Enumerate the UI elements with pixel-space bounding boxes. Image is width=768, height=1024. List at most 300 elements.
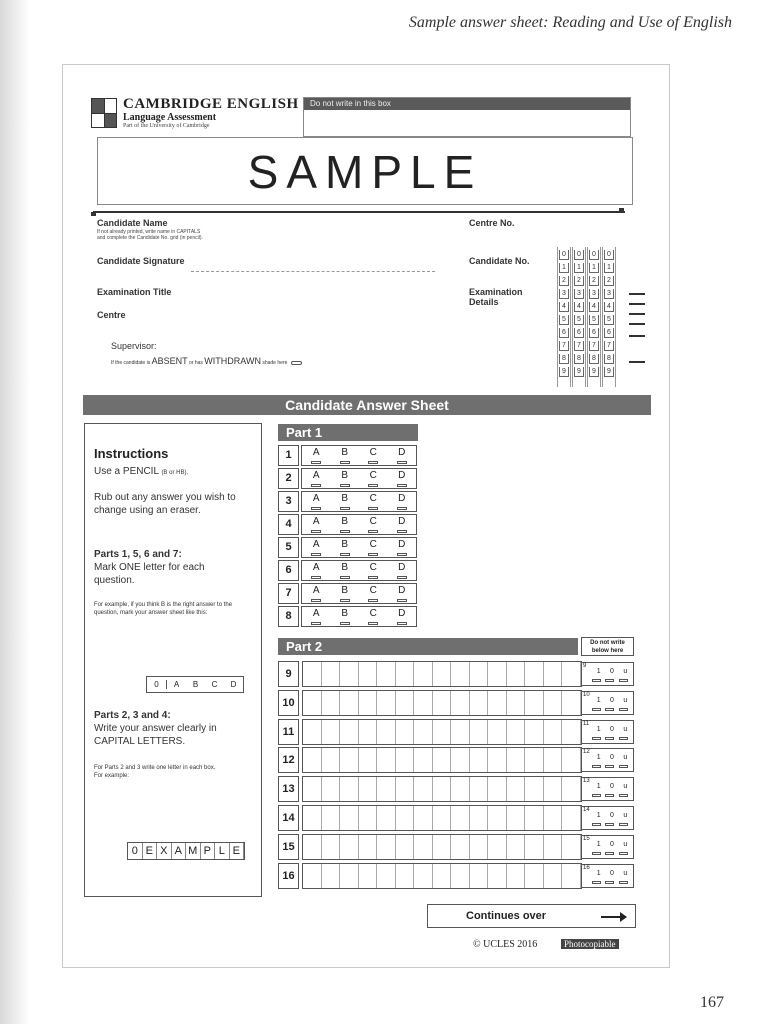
answer-option-d[interactable]: D <box>388 469 417 488</box>
letter-box[interactable] <box>340 777 359 801</box>
mark-oval <box>619 852 628 855</box>
answer-option-oval[interactable] <box>397 461 407 464</box>
letter-box[interactable] <box>414 720 433 744</box>
letter-box[interactable] <box>451 691 470 715</box>
mark-value: u <box>623 783 628 791</box>
letter-box[interactable] <box>396 864 415 888</box>
candidate-digit-cell[interactable]: 0 <box>574 250 584 260</box>
letter-box[interactable] <box>377 777 396 801</box>
letter-box[interactable] <box>359 777 378 801</box>
letter-box[interactable] <box>562 864 581 888</box>
answer-option-b[interactable]: B <box>331 469 360 488</box>
answer-option-c[interactable]: C <box>359 584 388 603</box>
letter-box[interactable] <box>488 691 507 715</box>
letter-box[interactable] <box>507 748 526 772</box>
answer-option-b[interactable]: B <box>331 515 360 534</box>
candidate-digit-cell[interactable]: 5 <box>559 315 569 325</box>
answer-option-oval[interactable] <box>397 599 407 602</box>
letter-box[interactable] <box>544 720 563 744</box>
mark-oval <box>605 737 614 740</box>
answer-options <box>301 537 417 558</box>
letter-box[interactable] <box>562 835 581 859</box>
answer-option-oval[interactable] <box>340 530 350 533</box>
letter-box[interactable] <box>525 806 544 830</box>
letter-box[interactable] <box>525 720 544 744</box>
example-letter-box: A <box>172 843 187 859</box>
mark-oval <box>605 823 614 826</box>
letter-box[interactable] <box>507 835 526 859</box>
candidate-digit-cell[interactable]: 9 <box>604 367 614 377</box>
letter-box[interactable] <box>377 720 396 744</box>
answer-option-c[interactable]: C <box>359 561 388 580</box>
signature-line[interactable] <box>191 271 435 272</box>
example-letter-box: E <box>143 843 158 859</box>
mark-oval <box>605 852 614 855</box>
letter-box[interactable] <box>322 806 341 830</box>
rub-out-text: Rub out any answer you wish to change using an eraser. <box>94 492 236 516</box>
letter-box[interactable] <box>322 835 341 859</box>
letter-box[interactable] <box>525 662 544 686</box>
letter-box[interactable] <box>303 691 322 715</box>
letter-box[interactable] <box>433 835 452 859</box>
answer-option-oval[interactable] <box>368 576 378 579</box>
mark-value: 1 <box>596 840 601 848</box>
letter-box[interactable] <box>377 748 396 772</box>
letter-box[interactable] <box>544 835 563 859</box>
answer-option-oval[interactable] <box>340 576 350 579</box>
mark-ovals <box>590 679 630 682</box>
mark-oval <box>605 708 614 711</box>
answer-option-oval[interactable] <box>368 530 378 533</box>
mark-value: 0 <box>610 696 614 704</box>
answer-option-a[interactable]: A <box>302 515 331 534</box>
candidate-digit-cell[interactable]: 1 <box>559 263 569 273</box>
letter-box[interactable] <box>525 864 544 888</box>
letter-box[interactable] <box>396 748 415 772</box>
letter-box[interactable] <box>303 835 322 859</box>
candidate-digit-cell[interactable]: 9 <box>559 367 569 377</box>
answer-sheet <box>62 64 670 968</box>
answer-option-a[interactable]: A <box>302 538 331 557</box>
absent-instruction <box>111 356 302 366</box>
example-letter-box: L <box>215 843 230 859</box>
letter-box[interactable] <box>470 748 489 772</box>
letter-box[interactable] <box>414 864 433 888</box>
mark-ovals <box>590 823 630 826</box>
letter-box[interactable] <box>340 720 359 744</box>
registration-mark <box>619 208 624 212</box>
answer-option-b[interactable]: B <box>331 492 360 511</box>
letter-box[interactable] <box>396 806 415 830</box>
letter-box[interactable] <box>377 662 396 686</box>
answer-option-a[interactable]: A <box>302 469 331 488</box>
letter-box[interactable] <box>507 777 526 801</box>
letter-box[interactable] <box>396 835 415 859</box>
answer-option-d[interactable]: D <box>388 538 417 557</box>
letter-box[interactable] <box>470 835 489 859</box>
letter-box[interactable] <box>377 864 396 888</box>
candidate-digit-cell[interactable]: 8 <box>559 354 569 364</box>
letter-box[interactable] <box>359 748 378 772</box>
letter-box[interactable] <box>544 777 563 801</box>
answer-option-oval[interactable] <box>311 553 321 556</box>
answer-option-oval[interactable] <box>368 599 378 602</box>
letter-box[interactable] <box>322 691 341 715</box>
letter-box[interactable] <box>303 777 322 801</box>
answer-option-d[interactable]: D <box>388 607 417 626</box>
letter-box[interactable] <box>507 720 526 744</box>
letter-box[interactable] <box>451 720 470 744</box>
parts-234-heading: Parts 2, 3 and 4: <box>94 710 171 721</box>
letter-box[interactable] <box>544 691 563 715</box>
examiner-mark-box <box>581 835 634 859</box>
letter-box[interactable] <box>544 662 563 686</box>
answer-option-oval[interactable] <box>368 622 378 625</box>
mark-question-number: 9 <box>583 663 587 669</box>
answer-option-a[interactable]: A <box>302 492 331 511</box>
answer-option-oval[interactable] <box>368 461 378 464</box>
exam-details-mark <box>629 335 645 337</box>
letter-box[interactable] <box>414 662 433 686</box>
answer-option-c[interactable]: C <box>359 515 388 534</box>
mark-value: u <box>623 840 628 848</box>
letter-box[interactable] <box>451 864 470 888</box>
candidate-digit-cell[interactable]: 1 <box>604 263 614 273</box>
candidate-digit-cell[interactable]: 2 <box>574 276 584 286</box>
letter-box[interactable] <box>562 748 581 772</box>
candidate-digit-cell[interactable]: 6 <box>604 328 614 338</box>
answer-option-oval[interactable] <box>397 622 407 625</box>
letter-box[interactable] <box>303 748 322 772</box>
answer-option-oval[interactable] <box>340 461 350 464</box>
candidate-name-label: Candidate Name <box>97 218 168 228</box>
candidate-digit-cell[interactable]: 7 <box>574 341 584 351</box>
letter-box[interactable] <box>562 691 581 715</box>
answer-options <box>301 514 417 535</box>
letter-box[interactable] <box>451 835 470 859</box>
part1-question-row <box>278 445 417 466</box>
letter-box[interactable] <box>525 748 544 772</box>
candidate-digit-cell[interactable]: 3 <box>589 289 599 299</box>
candidate-digit-cell[interactable]: 7 <box>589 341 599 351</box>
divider-rule <box>93 211 625 213</box>
answer-option-b[interactable]: B <box>331 607 360 626</box>
letter-box[interactable] <box>322 748 341 772</box>
part1-question-row <box>278 606 417 627</box>
letter-box[interactable] <box>562 777 581 801</box>
answer-option-c[interactable]: C <box>359 446 388 465</box>
answer-option-d[interactable]: D <box>388 492 417 511</box>
question-number: 2 <box>278 468 299 489</box>
answer-option-b[interactable]: B <box>331 561 360 580</box>
letter-box[interactable] <box>377 691 396 715</box>
examiner-mark-box <box>581 662 634 686</box>
letter-box[interactable] <box>340 864 359 888</box>
answer-option-c[interactable]: C <box>359 538 388 557</box>
letter-box[interactable] <box>470 720 489 744</box>
examiner-mark-box <box>581 806 634 830</box>
question-number: 13 <box>278 776 299 802</box>
letter-box[interactable] <box>507 691 526 715</box>
answer-option-b[interactable]: B <box>331 538 360 557</box>
answer-option-c[interactable]: C <box>359 607 388 626</box>
mark-oval <box>605 881 614 884</box>
letter-box[interactable] <box>488 748 507 772</box>
candidate-digit-cell[interactable]: 1 <box>589 263 599 273</box>
answer-option-oval[interactable] <box>311 530 321 533</box>
part2-question-row <box>278 690 582 716</box>
answer-option-oval[interactable] <box>397 576 407 579</box>
candidate-digit-cell[interactable]: 1 <box>574 263 584 273</box>
letter-box[interactable] <box>525 777 544 801</box>
question-number: 14 <box>278 805 299 831</box>
letter-box[interactable] <box>359 720 378 744</box>
candidate-digit-cell[interactable]: 5 <box>604 315 614 325</box>
candidate-digit-cell[interactable]: 2 <box>589 276 599 286</box>
candidate-digit-cell[interactable]: 3 <box>604 289 614 299</box>
letter-box[interactable] <box>322 720 341 744</box>
letter-box[interactable] <box>322 777 341 801</box>
letter-box[interactable] <box>322 662 341 686</box>
mark-oval <box>619 794 628 797</box>
part2-question-row <box>278 661 582 687</box>
question-number: 6 <box>278 560 299 581</box>
candidate-digit-cell[interactable]: 0 <box>604 250 614 260</box>
answer-option-a[interactable]: A <box>302 607 331 626</box>
letter-box[interactable] <box>544 806 563 830</box>
letter-box[interactable] <box>359 806 378 830</box>
write-clearly-text: Write your answer clearly in CAPITAL LETTERS. <box>94 723 217 747</box>
mark-question-number: 15 <box>583 835 590 842</box>
answer-option-a[interactable]: A <box>302 584 331 603</box>
question-number: 1 <box>278 445 299 466</box>
candidate-digit-cell[interactable]: 8 <box>604 354 614 364</box>
answer-option-oval[interactable] <box>311 461 321 464</box>
candidate-digit-cell[interactable]: 5 <box>589 315 599 325</box>
answer-options <box>301 606 417 627</box>
candidate-digit-cell[interactable]: 7 <box>559 341 569 351</box>
candidate-digit-cell[interactable]: 4 <box>574 302 584 312</box>
answer-option-d[interactable]: D <box>388 561 417 580</box>
part2-question-row <box>278 805 582 831</box>
letter-box[interactable] <box>470 777 489 801</box>
candidate-digit-cell[interactable]: 4 <box>559 302 569 312</box>
letter-box[interactable] <box>303 806 322 830</box>
letter-box[interactable] <box>562 806 581 830</box>
candidate-digit-cell[interactable]: 5 <box>574 315 584 325</box>
answer-option-b[interactable]: B <box>331 584 360 603</box>
letter-box[interactable] <box>303 864 322 888</box>
letter-box[interactable] <box>525 691 544 715</box>
letter-box[interactable] <box>396 662 415 686</box>
candidate-digit-cell[interactable]: 9 <box>574 367 584 377</box>
candidate-digit-cell[interactable]: 2 <box>604 276 614 286</box>
letter-box[interactable] <box>414 806 433 830</box>
letter-box[interactable] <box>359 662 378 686</box>
letter-box[interactable] <box>470 691 489 715</box>
letter-box[interactable] <box>359 864 378 888</box>
answer-option-b[interactable]: B <box>331 446 360 465</box>
part2-question-row <box>278 863 582 889</box>
answer-option-oval[interactable] <box>311 507 321 510</box>
answer-option-oval[interactable] <box>311 576 321 579</box>
letter-box[interactable] <box>340 806 359 830</box>
letter-box[interactable] <box>507 806 526 830</box>
absent-shade-oval[interactable] <box>291 361 302 365</box>
candidate-digit-cell[interactable]: 6 <box>559 328 569 338</box>
mark-question-number: 14 <box>583 807 590 813</box>
letter-box[interactable] <box>303 662 322 686</box>
centre-label: Centre <box>97 310 126 320</box>
letter-box[interactable] <box>507 662 526 686</box>
candidate-digit-cell[interactable]: 0 <box>559 250 569 260</box>
part2-question-row <box>278 719 582 745</box>
question-number: 5 <box>278 537 299 558</box>
answer-option-oval[interactable] <box>397 530 407 533</box>
letter-box[interactable] <box>451 662 470 686</box>
letter-box[interactable] <box>507 864 526 888</box>
letter-box[interactable] <box>433 864 452 888</box>
letter-box[interactable] <box>562 662 581 686</box>
instructions-heading: Instructions <box>94 446 169 461</box>
centre-no-label: Centre No. <box>469 218 515 228</box>
candidate-digit-cell[interactable]: 8 <box>589 354 599 364</box>
answer-option-c[interactable]: C <box>359 492 388 511</box>
mark-values <box>592 668 632 675</box>
answer-option-d[interactable]: D <box>388 446 417 465</box>
example-option: A <box>173 680 180 689</box>
letter-box[interactable] <box>470 806 489 830</box>
candidate-digit-cell[interactable]: 3 <box>574 289 584 299</box>
candidate-digit-column <box>572 247 586 387</box>
answer-option-oval[interactable] <box>340 553 350 556</box>
answer-option-oval[interactable] <box>368 507 378 510</box>
letter-box[interactable] <box>340 691 359 715</box>
letter-box[interactable] <box>544 864 563 888</box>
letter-box[interactable] <box>303 720 322 744</box>
letter-box[interactable] <box>340 662 359 686</box>
mark-value: 0 <box>610 840 614 848</box>
examiner-mark-box <box>581 748 634 772</box>
candidate-digit-cell[interactable]: 8 <box>574 354 584 364</box>
letter-box[interactable] <box>377 835 396 859</box>
letter-box[interactable] <box>396 720 415 744</box>
absent-note-1: If the candidate is <box>111 360 151 366</box>
letter-box[interactable] <box>433 720 452 744</box>
candidate-answer-sheet-title: Candidate Answer Sheet <box>83 395 651 415</box>
exam-details-mark <box>629 361 645 363</box>
letter-box[interactable] <box>414 835 433 859</box>
mark-value: 1 <box>596 725 601 733</box>
registration-mark <box>91 212 96 216</box>
answer-option-oval[interactable] <box>397 553 407 556</box>
letter-box[interactable] <box>488 835 507 859</box>
letter-box[interactable] <box>488 720 507 744</box>
letter-box[interactable] <box>414 777 433 801</box>
answer-option-oval[interactable] <box>311 622 321 625</box>
parts-1567-heading: Parts 1, 5, 6 and 7: <box>94 549 182 560</box>
part2-header: Part 2 <box>278 638 578 655</box>
answer-option-oval[interactable] <box>368 553 378 556</box>
mark-value: u <box>623 725 628 733</box>
mark-ovals <box>590 852 630 855</box>
answer-option-a[interactable]: A <box>302 446 331 465</box>
answer-option-oval[interactable] <box>311 484 321 487</box>
letter-box[interactable] <box>414 748 433 772</box>
answer-option-oval[interactable] <box>397 507 407 510</box>
letter-box[interactable] <box>359 691 378 715</box>
candidate-digit-cell[interactable]: 0 <box>589 250 599 260</box>
answer-option-oval[interactable] <box>340 622 350 625</box>
answer-option-c[interactable]: C <box>359 469 388 488</box>
letter-box[interactable] <box>488 806 507 830</box>
mark-question-number: 11 <box>583 720 590 727</box>
mark-oval <box>619 765 628 768</box>
answer-option-a[interactable]: A <box>302 561 331 580</box>
candidate-digit-cell[interactable]: 9 <box>589 367 599 377</box>
answer-option-oval[interactable] <box>311 599 321 602</box>
letter-box[interactable] <box>544 748 563 772</box>
answer-option-d[interactable]: D <box>388 584 417 603</box>
letter-box[interactable] <box>470 864 489 888</box>
answer-option-oval[interactable] <box>340 484 350 487</box>
candidate-digit-cell[interactable]: 6 <box>574 328 584 338</box>
letter-box[interactable] <box>451 777 470 801</box>
letter-box[interactable] <box>359 835 378 859</box>
letter-box[interactable] <box>414 691 433 715</box>
mark-ovals <box>590 737 630 740</box>
letter-box[interactable] <box>433 806 452 830</box>
letter-box[interactable] <box>340 835 359 859</box>
candidate-digit-cell[interactable]: 3 <box>559 289 569 299</box>
candidate-digit-cell[interactable]: 6 <box>589 328 599 338</box>
answer-option-oval[interactable] <box>340 599 350 602</box>
letter-box[interactable] <box>322 864 341 888</box>
candidate-digit-cell[interactable]: 7 <box>604 341 614 351</box>
answer-option-oval[interactable] <box>340 507 350 510</box>
letter-box[interactable] <box>470 662 489 686</box>
letter-box[interactable] <box>340 748 359 772</box>
example-option: C <box>211 680 218 689</box>
letter-box[interactable] <box>562 720 581 744</box>
candidate-digit-cell[interactable]: 2 <box>559 276 569 286</box>
candidate-digit-cell[interactable]: 4 <box>604 302 614 312</box>
letter-box[interactable] <box>451 748 470 772</box>
letter-box[interactable] <box>525 835 544 859</box>
letter-box[interactable] <box>433 777 452 801</box>
letter-box[interactable] <box>396 777 415 801</box>
letter-box[interactable] <box>488 864 507 888</box>
part1-question-row <box>278 560 417 581</box>
answer-option-oval[interactable] <box>397 484 407 487</box>
letter-box[interactable] <box>488 777 507 801</box>
candidate-digit-cell[interactable]: 4 <box>589 302 599 312</box>
letter-box[interactable] <box>488 662 507 686</box>
letter-box[interactable] <box>433 691 452 715</box>
logo-part-of: Part of the University of Cambridge <box>123 123 210 129</box>
answer-option-oval[interactable] <box>368 484 378 487</box>
letter-box[interactable] <box>377 806 396 830</box>
letter-box[interactable] <box>396 691 415 715</box>
use-pencil-text <box>94 465 252 478</box>
letter-box[interactable] <box>433 662 452 686</box>
answer-option-d[interactable]: D <box>388 515 417 534</box>
candidate-name-note: If not already printed, write name in CAPITALS and complete the Candidate No. grid (in pencil). <box>97 229 203 241</box>
example-note: For example, if you think B is the right answer to the question, mark your answer sheet like this: <box>94 602 233 616</box>
letter-box[interactable] <box>433 748 452 772</box>
example-answer-part2 <box>127 842 245 860</box>
letter-box[interactable] <box>451 806 470 830</box>
